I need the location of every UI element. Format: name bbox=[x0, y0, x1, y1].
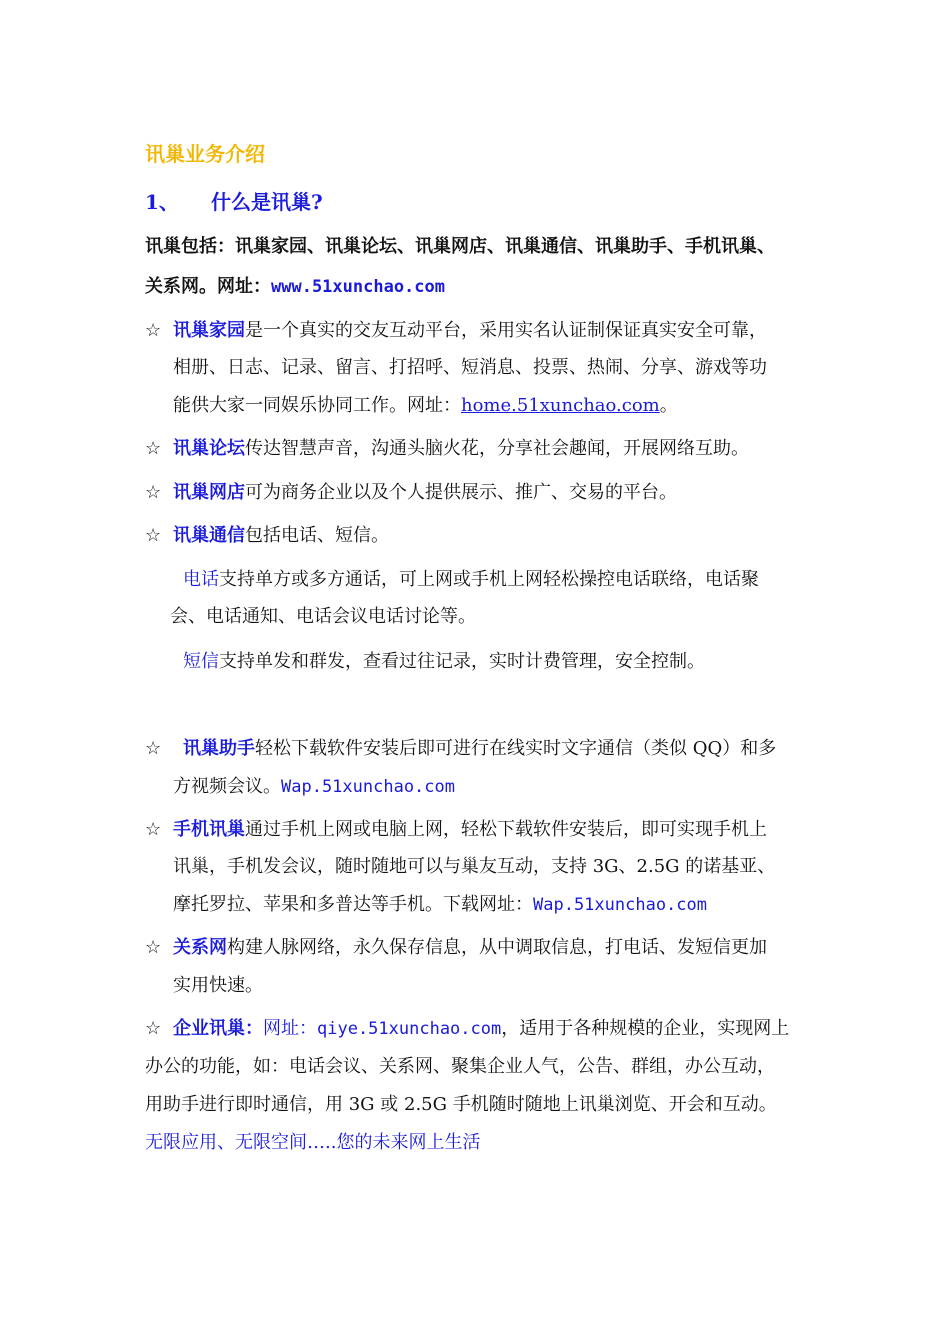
item-relation-text-1: 构建人脉网络，永久保存信息，从中调取信息，打电话、发短信更加 bbox=[227, 937, 767, 958]
intro-line-1: 讯巢包括：讯巢家园、讯巢论坛、讯巢网店、讯巢通信、讯巢助手、手机讯巢、 bbox=[145, 236, 775, 257]
star-icon: ☆ bbox=[145, 819, 162, 840]
item-mobile-url-label: 摩托罗拉、苹果和多普达等手机。下载网址： bbox=[173, 894, 533, 915]
star-icon: ☆ bbox=[145, 438, 162, 459]
item-enterprise-line-2: 办公的功能，如：电话会议、关系网、聚集企业人气，公告、群组，办公互动， bbox=[145, 1056, 775, 1077]
item-home-line-1 bbox=[145, 316, 767, 342]
star-icon: ☆ bbox=[145, 320, 162, 341]
item-comm-name: 讯巢通信 bbox=[173, 525, 245, 546]
item-mobile-url-link[interactable]: Wap.51xunchao.com bbox=[533, 895, 707, 915]
star-icon: ☆ bbox=[145, 738, 162, 759]
item-enterprise-name: 企业讯巢： bbox=[173, 1018, 263, 1039]
item-home-text-1: 是一个真实的交友互动平台，采用实名认证制保证真实安全可靠， bbox=[245, 320, 767, 341]
comm-sms-label: 短信 bbox=[183, 651, 219, 672]
item-relation-line-1 bbox=[145, 933, 767, 959]
item-home-url-label: 能供大家一同娱乐协同工作。网址： bbox=[173, 395, 461, 416]
item-relation-line-2: 实用快速。 bbox=[173, 975, 263, 996]
intro-line-2 bbox=[145, 272, 445, 298]
item-mobile-text-1: 通过手机上网或电脑上网，轻松下载软件安装后，即可实现手机上 bbox=[245, 819, 767, 840]
item-enterprise-text-1: ，适用于各种规模的企业，实现网上 bbox=[501, 1018, 790, 1039]
comm-phone-text-1: 支持单方或多方通话，可上网或手机上网轻松操控电话联络，电话聚 bbox=[219, 569, 759, 590]
item-home-url-link[interactable]: home.51xunchao.com bbox=[461, 395, 660, 416]
item-shop-text: 可为商务企业以及个人提供展示、推广、交易的平台。 bbox=[245, 482, 677, 503]
item-home-line-2: 相册、日志、记录、留言、打招呼、短消息、投票、热闹、分享、游戏等功 bbox=[173, 357, 767, 378]
star-icon: ☆ bbox=[145, 525, 162, 546]
item-home-name: 讯巢家园 bbox=[173, 320, 245, 341]
section-number: 1、 bbox=[145, 190, 179, 214]
section-title: 什么是讯巢? bbox=[211, 190, 323, 214]
section-heading bbox=[145, 186, 323, 215]
item-forum bbox=[145, 434, 749, 460]
item-mobile-line-1 bbox=[145, 815, 767, 841]
comm-sms-line bbox=[183, 647, 705, 673]
intro-url-link[interactable]: www.51xunchao.com bbox=[271, 277, 445, 297]
star-icon: ☆ bbox=[145, 1018, 162, 1039]
doc-title: 讯巢业务介绍 bbox=[145, 142, 265, 166]
item-assistant-url-link[interactable]: Wap.51xunchao.com bbox=[281, 777, 455, 797]
footer-slogan: 无限应用、无限空间…..您的未来网上生活 bbox=[145, 1132, 481, 1153]
item-relation-name: 关系网 bbox=[173, 937, 227, 958]
item-mobile-name: 手机讯巢 bbox=[173, 819, 245, 840]
comm-phone-line-1 bbox=[183, 565, 759, 591]
item-shop-name: 讯巢网店 bbox=[173, 482, 245, 503]
star-icon: ☆ bbox=[145, 482, 162, 503]
item-home-line-3 bbox=[173, 391, 678, 417]
item-enterprise-url-label: 网址： bbox=[263, 1018, 317, 1039]
intro-url-label: 关系网。网址： bbox=[145, 276, 271, 297]
item-home-period: 。 bbox=[659, 395, 678, 416]
item-assistant-text-2: 方视频会议。 bbox=[173, 776, 281, 797]
item-assistant-line-2 bbox=[173, 772, 455, 798]
star-icon: ☆ bbox=[145, 937, 162, 958]
item-mobile-line-3 bbox=[173, 890, 707, 916]
item-comm-text: 包括电话、短信。 bbox=[245, 525, 389, 546]
item-forum-name: 讯巢论坛 bbox=[173, 438, 245, 459]
comm-phone-label: 电话 bbox=[183, 569, 219, 590]
item-enterprise-line-1 bbox=[145, 1014, 789, 1040]
item-assistant-text-1: 轻松下载软件安装后即可进行在线实时文字通信（类似 QQ）和多 bbox=[255, 738, 777, 759]
item-enterprise-line-3: 用助手进行即时通信，用 3G 或 2.5G 手机随时随地上讯巢浏览、开会和互动。 bbox=[145, 1094, 777, 1115]
item-assistant-line-1 bbox=[145, 734, 776, 760]
item-shop bbox=[145, 478, 677, 504]
item-assistant-name: 讯巢助手 bbox=[183, 738, 255, 759]
comm-phone-line-2: 会、电话通知、电话会议电话讨论等。 bbox=[170, 606, 476, 627]
item-forum-text: 传达智慧声音，沟通头脑火花，分享社会趣闻，开展网络互助。 bbox=[245, 438, 749, 459]
comm-sms-text: 支持单发和群发，查看过往记录，实时计费管理，安全控制。 bbox=[219, 651, 705, 672]
item-comm bbox=[145, 521, 389, 547]
item-enterprise-url-link[interactable]: qiye.51xunchao.com bbox=[317, 1019, 502, 1039]
item-mobile-line-2: 讯巢，手机发会议，随时随地可以与巢友互动，支持 3G、2.5G 的诺基亚、 bbox=[173, 856, 776, 877]
